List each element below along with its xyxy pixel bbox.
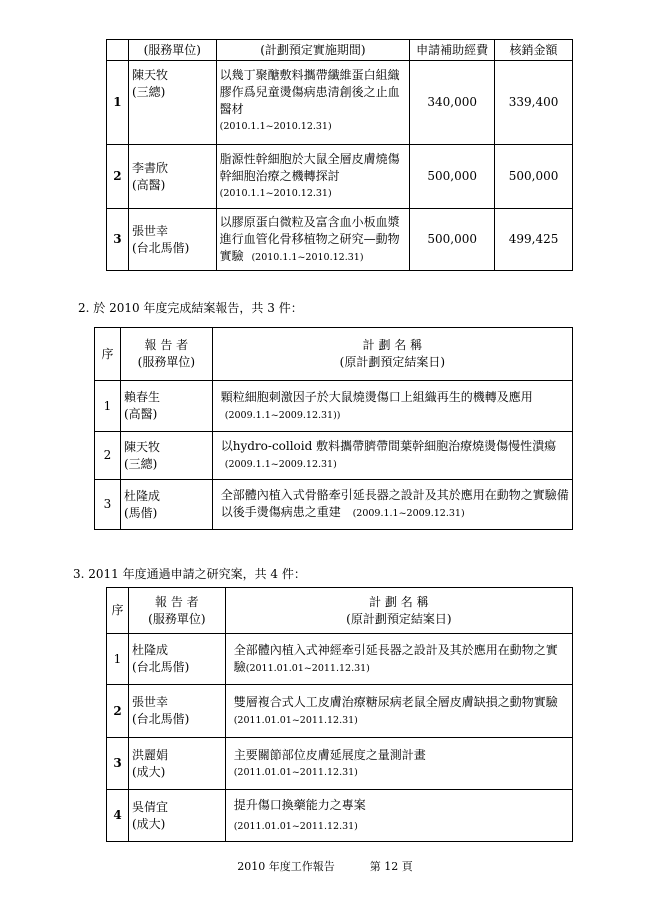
table-row bbox=[107, 145, 573, 209]
row-number: 1 bbox=[107, 634, 129, 685]
reimbursed-cell: 339,400 bbox=[495, 61, 573, 145]
reporter-name: 張世幸 bbox=[131, 695, 168, 709]
row-number: 3 bbox=[107, 738, 129, 790]
reporter-name: 杜隆成 bbox=[131, 643, 168, 657]
reporter-name: 李書欣 bbox=[131, 160, 168, 175]
reimbursed-cell: 499,425 bbox=[495, 209, 573, 271]
col-header-period: (計劃預定實施期間) bbox=[216, 40, 410, 61]
footer-page-number: 第 12 頁 bbox=[369, 860, 413, 873]
plan-period: (2010.1.1~2010.12.31) bbox=[219, 188, 332, 199]
reporter-unit: (高醫) bbox=[123, 407, 158, 421]
plan-title: 全部體內植入式骨骼牽引延長器之設計及其於應用在動物之實驗備以後手燙傷病患之重建 bbox=[220, 488, 569, 519]
plan-period: (2011.01.01~2011.12.31) bbox=[233, 714, 358, 726]
reporter-name: 洪麗娟 bbox=[131, 747, 168, 762]
col-header-plan: 計 劃 名 稱 bbox=[369, 594, 429, 609]
plan-period: (2009.1.1~2009.12.31) bbox=[352, 508, 465, 519]
table-header-row bbox=[107, 588, 573, 634]
funding-table bbox=[106, 39, 573, 271]
plan-period: (2011.01.01~2011.12.31) bbox=[245, 662, 370, 674]
plan-period: (2010.1.1~2010.12.31) bbox=[251, 251, 364, 263]
reporter-name: 張世幸 bbox=[131, 223, 168, 238]
plan-title: 顆粒細胞刺激因子於大鼠燒燙傷口上組織再生的機轉及應用 bbox=[220, 389, 533, 404]
approved-projects-table bbox=[106, 587, 573, 842]
col-header-unit: (服務單位) bbox=[128, 40, 216, 61]
plan-period: (2009.1.1~2009.12.31) bbox=[224, 459, 337, 470]
amount-cell: 340,000 bbox=[410, 61, 495, 145]
reporter-unit: (高醫) bbox=[131, 177, 166, 192]
plan-title: 全部體內植入式神經牽引延長器之設計及其於應用在動物之實驗 bbox=[233, 642, 558, 674]
table-header-row bbox=[95, 328, 573, 381]
table-row bbox=[107, 61, 573, 145]
row-number: 2 bbox=[107, 145, 129, 209]
table-row bbox=[107, 790, 573, 842]
col-header-no: 序 bbox=[95, 328, 121, 381]
reporter-name: 陳天牧 bbox=[123, 439, 160, 454]
reporter-name: 吳倩宜 bbox=[131, 799, 168, 814]
plan-period: (2009.1.1~2009.12.31)) bbox=[224, 409, 341, 421]
plan-title: 以膠原蛋白微粒及富含血小板血漿進行血管化骨移植物之研究—動物實驗 bbox=[219, 214, 400, 263]
row-number: 2 bbox=[107, 685, 129, 738]
reporter-unit: (台北馬偕) bbox=[131, 240, 190, 255]
table-row bbox=[107, 634, 573, 685]
plan-title: 雙層複合式人工皮膚治療糖尿病老鼠全層皮膚缺損之動物實驗 bbox=[233, 694, 558, 709]
section-2-heading: 2. 於 2010 年度完成結案報告，共 3 件： bbox=[78, 301, 303, 315]
row-number: 2 bbox=[95, 432, 121, 480]
row-number: 3 bbox=[107, 209, 129, 271]
plan-period: (2010.1.1~2010.12.31) bbox=[219, 121, 332, 132]
plan-title: 以hydro-colloid 敷料攜帶臍帶間葉幹細胞治療燒燙傷慢性潰瘍 bbox=[220, 439, 557, 453]
reporter-unit: (台北馬偕) bbox=[131, 712, 190, 726]
plan-title: 主要關節部位皮膚延展度之量測計畫 bbox=[233, 747, 426, 762]
reporter-unit: (成大) bbox=[131, 816, 166, 831]
reimbursed-cell: 500,000 bbox=[495, 145, 573, 209]
table-row bbox=[95, 432, 573, 480]
col-header-unit: (服務單位) bbox=[137, 355, 196, 369]
col-header-amount: 申請補助經費 bbox=[410, 40, 495, 61]
reporter-unit: (馬偕) bbox=[123, 505, 158, 520]
col-header-reporter: 報 告 者 bbox=[144, 338, 189, 352]
reporter-name: 賴春生 bbox=[123, 390, 160, 404]
reporter-unit: (三總) bbox=[131, 85, 166, 99]
col-header-reimbursed: 核銷金額 bbox=[495, 40, 573, 61]
reporter-unit: (台北馬偕) bbox=[131, 660, 190, 674]
col-header-plan: 計 劃 名 稱 bbox=[362, 338, 423, 352]
plan-title: 以幾丁聚醣敷料攜帶纖維蛋白組織膠作爲兒童燙傷病患清創後之止血醫材 bbox=[219, 68, 400, 116]
plan-period: (2011.01.01~2011.12.31) bbox=[233, 820, 358, 832]
col-header-no: 序 bbox=[107, 588, 129, 634]
plan-period: (2011.01.01~2011.12.31) bbox=[233, 766, 358, 778]
row-number: 3 bbox=[95, 480, 121, 530]
plan-title: 脂源性幹細胞於大鼠全層皮膚燒傷幹細胞治療之機轉探討 bbox=[219, 152, 400, 183]
page-footer bbox=[0, 858, 650, 874]
reporter-name: 陳天牧 bbox=[131, 68, 168, 82]
row-number: 1 bbox=[107, 61, 129, 145]
col-header-plan-sub: (原計劃預定結案日) bbox=[346, 611, 452, 626]
closed-reports-table bbox=[94, 327, 573, 530]
amount-cell: 500,000 bbox=[410, 209, 495, 271]
table-row bbox=[107, 738, 573, 790]
row-number: 1 bbox=[95, 381, 121, 432]
section-3-heading: 3. 2011 年度通過申請之研究案，共 4 件： bbox=[73, 567, 306, 581]
row-number: 4 bbox=[107, 790, 129, 842]
amount-cell: 500,000 bbox=[410, 145, 495, 209]
table-row bbox=[107, 209, 573, 271]
table-row bbox=[95, 480, 573, 530]
col-header-plan-sub: (原計劃預定結案日) bbox=[339, 355, 446, 369]
reporter-unit: (三總) bbox=[123, 456, 158, 471]
plan-title: 提升傷口換藥能力之專案 bbox=[233, 797, 366, 812]
reporter-unit: (成大) bbox=[131, 764, 166, 779]
table-header-row bbox=[107, 40, 573, 61]
table-row bbox=[107, 685, 573, 738]
col-header-reporter: 報 告 者 bbox=[155, 594, 199, 609]
footer-report-title: 2010 年度工作報告 bbox=[237, 860, 335, 873]
col-header-unit: (服務單位) bbox=[148, 611, 206, 626]
reporter-name: 杜隆成 bbox=[123, 488, 160, 503]
table-row bbox=[95, 381, 573, 432]
